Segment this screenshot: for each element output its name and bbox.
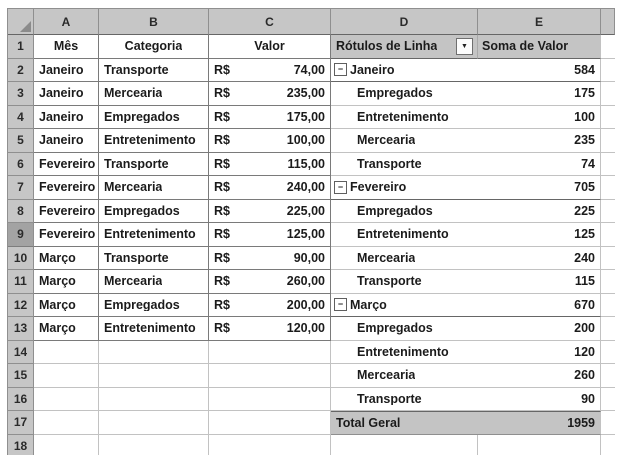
cell-E17-grand-total-value[interactable] — [478, 411, 601, 435]
cell-A14[interactable] — [34, 341, 99, 365]
cell-B13-label: Entretenimento — [104, 322, 196, 335]
cell-D2-group-janeiro[interactable] — [331, 59, 478, 83]
cell-A2-label: Janeiro — [39, 63, 84, 76]
row-header-7[interactable] — [8, 176, 34, 200]
cell-F2[interactable] — [601, 59, 615, 83]
cell-C9[interactable] — [209, 223, 331, 247]
cell-A13[interactable] — [34, 317, 99, 341]
cell-B6-label: Transporte — [104, 157, 169, 170]
cell-C8[interactable] — [209, 200, 331, 224]
row-header-17[interactable] — [8, 411, 34, 435]
cell-C5-label: R$ — [214, 134, 230, 147]
cell-D11[interactable] — [331, 270, 478, 294]
cell-C3[interactable] — [209, 82, 331, 106]
cell-F11[interactable] — [601, 270, 615, 294]
cell-C18[interactable] — [209, 435, 331, 455]
cell-D6[interactable] — [331, 153, 478, 177]
cell-E10[interactable] — [478, 247, 601, 271]
cell-A7[interactable] — [34, 176, 99, 200]
row-header-3[interactable] — [8, 82, 34, 106]
row-header-14-label: 14 — [13, 345, 28, 358]
cell-E12-label: 670 — [574, 298, 595, 311]
cell-D15[interactable] — [331, 364, 478, 388]
cell-C13-amount: 120,00 — [286, 322, 325, 335]
cell-C2-label: R$ — [214, 63, 230, 76]
cell-E5[interactable] — [478, 129, 601, 153]
cell-D1-pivot-row-labels-label: Rótulos de Linha — [336, 40, 438, 53]
cell-A6-label: Fevereiro — [39, 157, 96, 170]
cell-B1[interactable] — [99, 35, 209, 59]
group-label: Janeiro — [350, 63, 395, 76]
cell-D15-label: Mercearia — [357, 369, 416, 382]
row-header-1-label: 1 — [17, 40, 24, 53]
cell-C8-label: R$ — [214, 204, 230, 217]
cell-E7-label: 705 — [574, 181, 595, 194]
cell-E15-label: 260 — [574, 369, 595, 382]
cell-F1[interactable] — [601, 35, 615, 59]
cell-C6-label: R$ — [214, 157, 230, 170]
cell-A7-label: Fevereiro — [39, 181, 96, 194]
collapse-icon-janeiro[interactable]: − — [334, 63, 347, 76]
cell-E13-label: 200 — [574, 322, 595, 335]
cell-B4-label: Empregados — [104, 110, 180, 123]
cell-C7-label: R$ — [214, 181, 230, 194]
cell-B13[interactable] — [99, 317, 209, 341]
column-header-B[interactable] — [99, 9, 209, 35]
cell-C3-label: R$ — [214, 87, 230, 100]
cell-B5[interactable] — [99, 129, 209, 153]
cell-C16[interactable] — [209, 388, 331, 412]
cell-B4[interactable] — [99, 106, 209, 130]
cell-C13[interactable] — [209, 317, 331, 341]
cell-B12[interactable] — [99, 294, 209, 318]
cell-B17[interactable] — [99, 411, 209, 435]
cell-C5-amount: 100,00 — [286, 134, 325, 147]
cell-B11[interactable] — [99, 270, 209, 294]
collapse-icon-fevereiro[interactable]: − — [334, 181, 347, 194]
cell-E16[interactable] — [478, 388, 601, 412]
cell-E11[interactable] — [478, 270, 601, 294]
cell-B9-label: Entretenimento — [104, 228, 196, 241]
cell-D11-label: Transporte — [357, 275, 422, 288]
cell-A6[interactable] — [34, 153, 99, 177]
row-header-9-label: 9 — [17, 228, 24, 241]
select-all-corner[interactable] — [8, 9, 34, 35]
row-header-9[interactable] — [8, 223, 34, 247]
worksheet-grid — [7, 8, 615, 455]
cell-D17-grand-total[interactable] — [331, 411, 478, 435]
row-header-4-label: 4 — [17, 110, 24, 123]
cell-A11[interactable] — [34, 270, 99, 294]
cell-A1[interactable] — [34, 35, 99, 59]
row-header-4[interactable] — [8, 106, 34, 130]
cell-D14-label: Entretenimento — [357, 345, 449, 358]
cell-D13-label: Empregados — [357, 322, 433, 335]
cell-E14[interactable] — [478, 341, 601, 365]
column-header-B-label: B — [149, 15, 158, 28]
group-label: Fevereiro — [350, 181, 407, 194]
cell-A8[interactable] — [34, 200, 99, 224]
cell-B11-label: Mercearia — [104, 275, 163, 288]
cell-C10-label: R$ — [214, 251, 230, 264]
row-header-15-label: 15 — [13, 369, 28, 382]
cell-B7-label: Mercearia — [104, 181, 163, 194]
cell-C7[interactable] — [209, 176, 331, 200]
cell-F18[interactable] — [601, 435, 615, 455]
row-header-2[interactable] — [8, 59, 34, 83]
cell-F14[interactable] — [601, 341, 615, 365]
cell-D9[interactable] — [331, 223, 478, 247]
cell-B1-label: Categoria — [124, 40, 183, 53]
cell-E18[interactable] — [478, 435, 601, 455]
cell-C15[interactable] — [209, 364, 331, 388]
cell-C8-amount: 225,00 — [286, 204, 325, 217]
cell-A1-label: Mês — [53, 40, 79, 53]
cell-A12[interactable] — [34, 294, 99, 318]
cell-E6[interactable] — [478, 153, 601, 177]
cell-E7[interactable] — [478, 176, 601, 200]
cell-D10-label: Mercearia — [357, 251, 416, 264]
cell-D8[interactable] — [331, 200, 478, 224]
cell-D7-group-fevereiro[interactable] — [331, 176, 478, 200]
cell-A3[interactable] — [34, 82, 99, 106]
row-header-14[interactable] — [8, 341, 34, 365]
cell-E16-label: 90 — [581, 392, 595, 405]
cell-C12-label: R$ — [214, 298, 230, 311]
cell-B2-label: Transporte — [104, 63, 169, 76]
row-header-2-label: 2 — [17, 63, 24, 76]
cell-D4-label: Entretenimento — [357, 110, 449, 123]
cell-F3[interactable] — [601, 82, 615, 106]
row-header-5-label: 5 — [17, 134, 24, 147]
column-header-C[interactable] — [209, 9, 331, 35]
cell-E14-label: 120 — [574, 345, 595, 358]
column-header-E-label: E — [534, 15, 543, 28]
cell-F9[interactable] — [601, 223, 615, 247]
cell-F8[interactable] — [601, 200, 615, 224]
column-header-E[interactable] — [478, 9, 601, 35]
select-all-triangle-icon — [20, 21, 31, 32]
group-label: Março — [350, 298, 387, 311]
cell-B5-label: Entretenimento — [104, 134, 196, 147]
cell-E10-label: 240 — [574, 251, 595, 264]
cell-B6[interactable] — [99, 153, 209, 177]
cell-A12-label: Março — [39, 298, 76, 311]
cell-A13-label: Março — [39, 322, 76, 335]
row-header-11[interactable] — [8, 270, 34, 294]
cell-D6-label: Transporte — [357, 157, 422, 170]
row-header-12-label: 12 — [13, 298, 28, 311]
cell-E4-label: 100 — [574, 110, 595, 123]
cell-D13[interactable] — [331, 317, 478, 341]
cell-D17-grand-total-label: Total Geral — [336, 416, 401, 429]
cell-F16[interactable] — [601, 388, 615, 412]
cell-C9-label: R$ — [214, 228, 230, 241]
cell-E12[interactable] — [478, 294, 601, 318]
cell-E13[interactable] — [478, 317, 601, 341]
row-header-17-label: 17 — [13, 416, 28, 429]
cell-A4[interactable] — [34, 106, 99, 130]
cell-C6-amount: 115,00 — [287, 157, 325, 170]
cell-E5-label: 235 — [574, 134, 595, 147]
cell-C14[interactable] — [209, 341, 331, 365]
cell-B8[interactable] — [99, 200, 209, 224]
cell-B18[interactable] — [99, 435, 209, 455]
cell-D16[interactable] — [331, 388, 478, 412]
cell-C4-label: R$ — [214, 110, 230, 123]
cell-C1-label: Valor — [254, 40, 285, 53]
cell-F17[interactable] — [601, 411, 615, 435]
cell-D9-label: Entretenimento — [357, 228, 449, 241]
cell-F5[interactable] — [601, 129, 615, 153]
cell-A4-label: Janeiro — [39, 110, 84, 123]
cell-F7[interactable] — [601, 176, 615, 200]
cell-B14[interactable] — [99, 341, 209, 365]
row-header-13-label: 13 — [13, 322, 28, 335]
row-header-16-label: 16 — [13, 392, 28, 405]
cell-C1[interactable] — [209, 35, 331, 59]
cell-D4[interactable] — [331, 106, 478, 130]
cell-B3[interactable] — [99, 82, 209, 106]
cell-A5-label: Janeiro — [39, 134, 84, 147]
cell-E9[interactable] — [478, 223, 601, 247]
cell-E11-label: 115 — [574, 275, 595, 288]
cell-D3[interactable] — [331, 82, 478, 106]
cell-F10[interactable] — [601, 247, 615, 271]
row-header-10[interactable] — [8, 247, 34, 271]
cell-D12-group-março[interactable] — [331, 294, 478, 318]
cell-B2[interactable] — [99, 59, 209, 83]
cell-A11-label: Março — [39, 275, 76, 288]
cell-D16-label: Transporte — [357, 392, 422, 405]
cell-C9-amount: 125,00 — [286, 228, 325, 241]
cell-B7[interactable] — [99, 176, 209, 200]
cell-C3-amount: 235,00 — [286, 87, 325, 100]
cell-F12[interactable] — [601, 294, 615, 318]
cell-D8-label: Empregados — [357, 204, 433, 217]
row-header-8-label: 8 — [17, 204, 24, 217]
cell-C17[interactable] — [209, 411, 331, 435]
cell-E1-pivot-values-header[interactable] — [478, 35, 601, 59]
column-header-C-label: C — [265, 15, 274, 28]
cell-B15[interactable] — [99, 364, 209, 388]
column-header-A-label: A — [61, 15, 71, 28]
cell-A10-label: Março — [39, 251, 76, 264]
row-header-6-label: 6 — [17, 157, 24, 170]
cell-A3-label: Janeiro — [39, 87, 84, 100]
cell-E2[interactable] — [478, 59, 601, 83]
row-header-15[interactable] — [8, 364, 34, 388]
cell-F4[interactable] — [601, 106, 615, 130]
cell-A15[interactable] — [34, 364, 99, 388]
row-header-11-label: 11 — [14, 275, 27, 288]
row-header-5[interactable] — [8, 129, 34, 153]
column-header-A[interactable] — [34, 9, 99, 35]
cell-C7-amount: 240,00 — [286, 181, 325, 194]
row-header-1[interactable] — [8, 35, 34, 59]
cell-D14[interactable] — [331, 341, 478, 365]
row-header-8[interactable] — [8, 200, 34, 224]
cell-C11[interactable] — [209, 270, 331, 294]
cell-A16[interactable] — [34, 388, 99, 412]
cell-C10[interactable] — [209, 247, 331, 271]
cell-E3-label: 175 — [574, 87, 595, 100]
cell-B10[interactable] — [99, 247, 209, 271]
cell-C4-amount: 175,00 — [286, 110, 325, 123]
row-header-12[interactable] — [8, 294, 34, 318]
row-header-18[interactable] — [8, 435, 34, 455]
cell-C12[interactable] — [209, 294, 331, 318]
row-labels-filter-dropdown[interactable]: ▼ — [456, 38, 473, 55]
row-header-13[interactable] — [8, 317, 34, 341]
cell-A8-label: Fevereiro — [39, 204, 96, 217]
cell-A17[interactable] — [34, 411, 99, 435]
cell-B10-label: Transporte — [104, 251, 169, 264]
cell-C11-label: R$ — [214, 275, 230, 288]
cell-A9-label: Fevereiro — [39, 228, 96, 241]
cell-D5-label: Mercearia — [357, 134, 416, 147]
cell-A9[interactable] — [34, 223, 99, 247]
collapse-icon-março[interactable]: − — [334, 298, 347, 311]
row-header-6[interactable] — [8, 153, 34, 177]
cell-C12-amount: 200,00 — [286, 298, 325, 311]
cell-C5[interactable] — [209, 129, 331, 153]
cell-B3-label: Mercearia — [104, 87, 163, 100]
cell-F13[interactable] — [601, 317, 615, 341]
cell-E15[interactable] — [478, 364, 601, 388]
cell-C2-amount: 74,00 — [293, 63, 325, 76]
cell-F15[interactable] — [601, 364, 615, 388]
row-header-10-label: 10 — [13, 251, 28, 264]
cell-E6-label: 74 — [581, 157, 595, 170]
cell-C6[interactable] — [209, 153, 331, 177]
cell-E2-label: 584 — [574, 63, 595, 76]
cell-D1-pivot-row-labels[interactable] — [331, 35, 478, 59]
cell-C2[interactable] — [209, 59, 331, 83]
column-header-D-label: D — [399, 15, 409, 28]
cell-D5[interactable] — [331, 129, 478, 153]
row-header-7-label: 7 — [17, 181, 24, 194]
cell-E17-grand-total-value-label: 1959 — [567, 416, 595, 429]
cell-B8-label: Empregados — [104, 204, 180, 217]
cell-F6[interactable] — [601, 153, 615, 177]
row-header-3-label: 3 — [17, 87, 24, 100]
cell-E3[interactable] — [478, 82, 601, 106]
cell-D3-label: Empregados — [357, 87, 433, 100]
cell-B16[interactable] — [99, 388, 209, 412]
row-header-18-label: 18 — [13, 439, 28, 452]
cell-E4[interactable] — [478, 106, 601, 130]
cell-E8[interactable] — [478, 200, 601, 224]
row-header-16[interactable] — [8, 388, 34, 412]
cell-A5[interactable] — [34, 129, 99, 153]
column-header-partial[interactable] — [601, 9, 615, 35]
cell-C11-amount: 260,00 — [286, 275, 325, 288]
cell-A2[interactable] — [34, 59, 99, 83]
cell-B12-label: Empregados — [104, 298, 180, 311]
cell-C10-amount: 90,00 — [293, 251, 325, 264]
cell-A10[interactable] — [34, 247, 99, 271]
cell-C13-label: R$ — [214, 322, 230, 335]
cell-D18[interactable] — [331, 435, 478, 455]
cell-D10[interactable] — [331, 247, 478, 271]
cell-A18[interactable] — [34, 435, 99, 455]
cell-C4[interactable] — [209, 106, 331, 130]
cell-E9-label: 125 — [574, 228, 595, 241]
cell-E8-label: 225 — [574, 204, 595, 217]
cell-E1-pivot-values-header-label: Soma de Valor — [482, 40, 569, 53]
cell-B9[interactable] — [99, 223, 209, 247]
column-header-D[interactable] — [331, 9, 478, 35]
